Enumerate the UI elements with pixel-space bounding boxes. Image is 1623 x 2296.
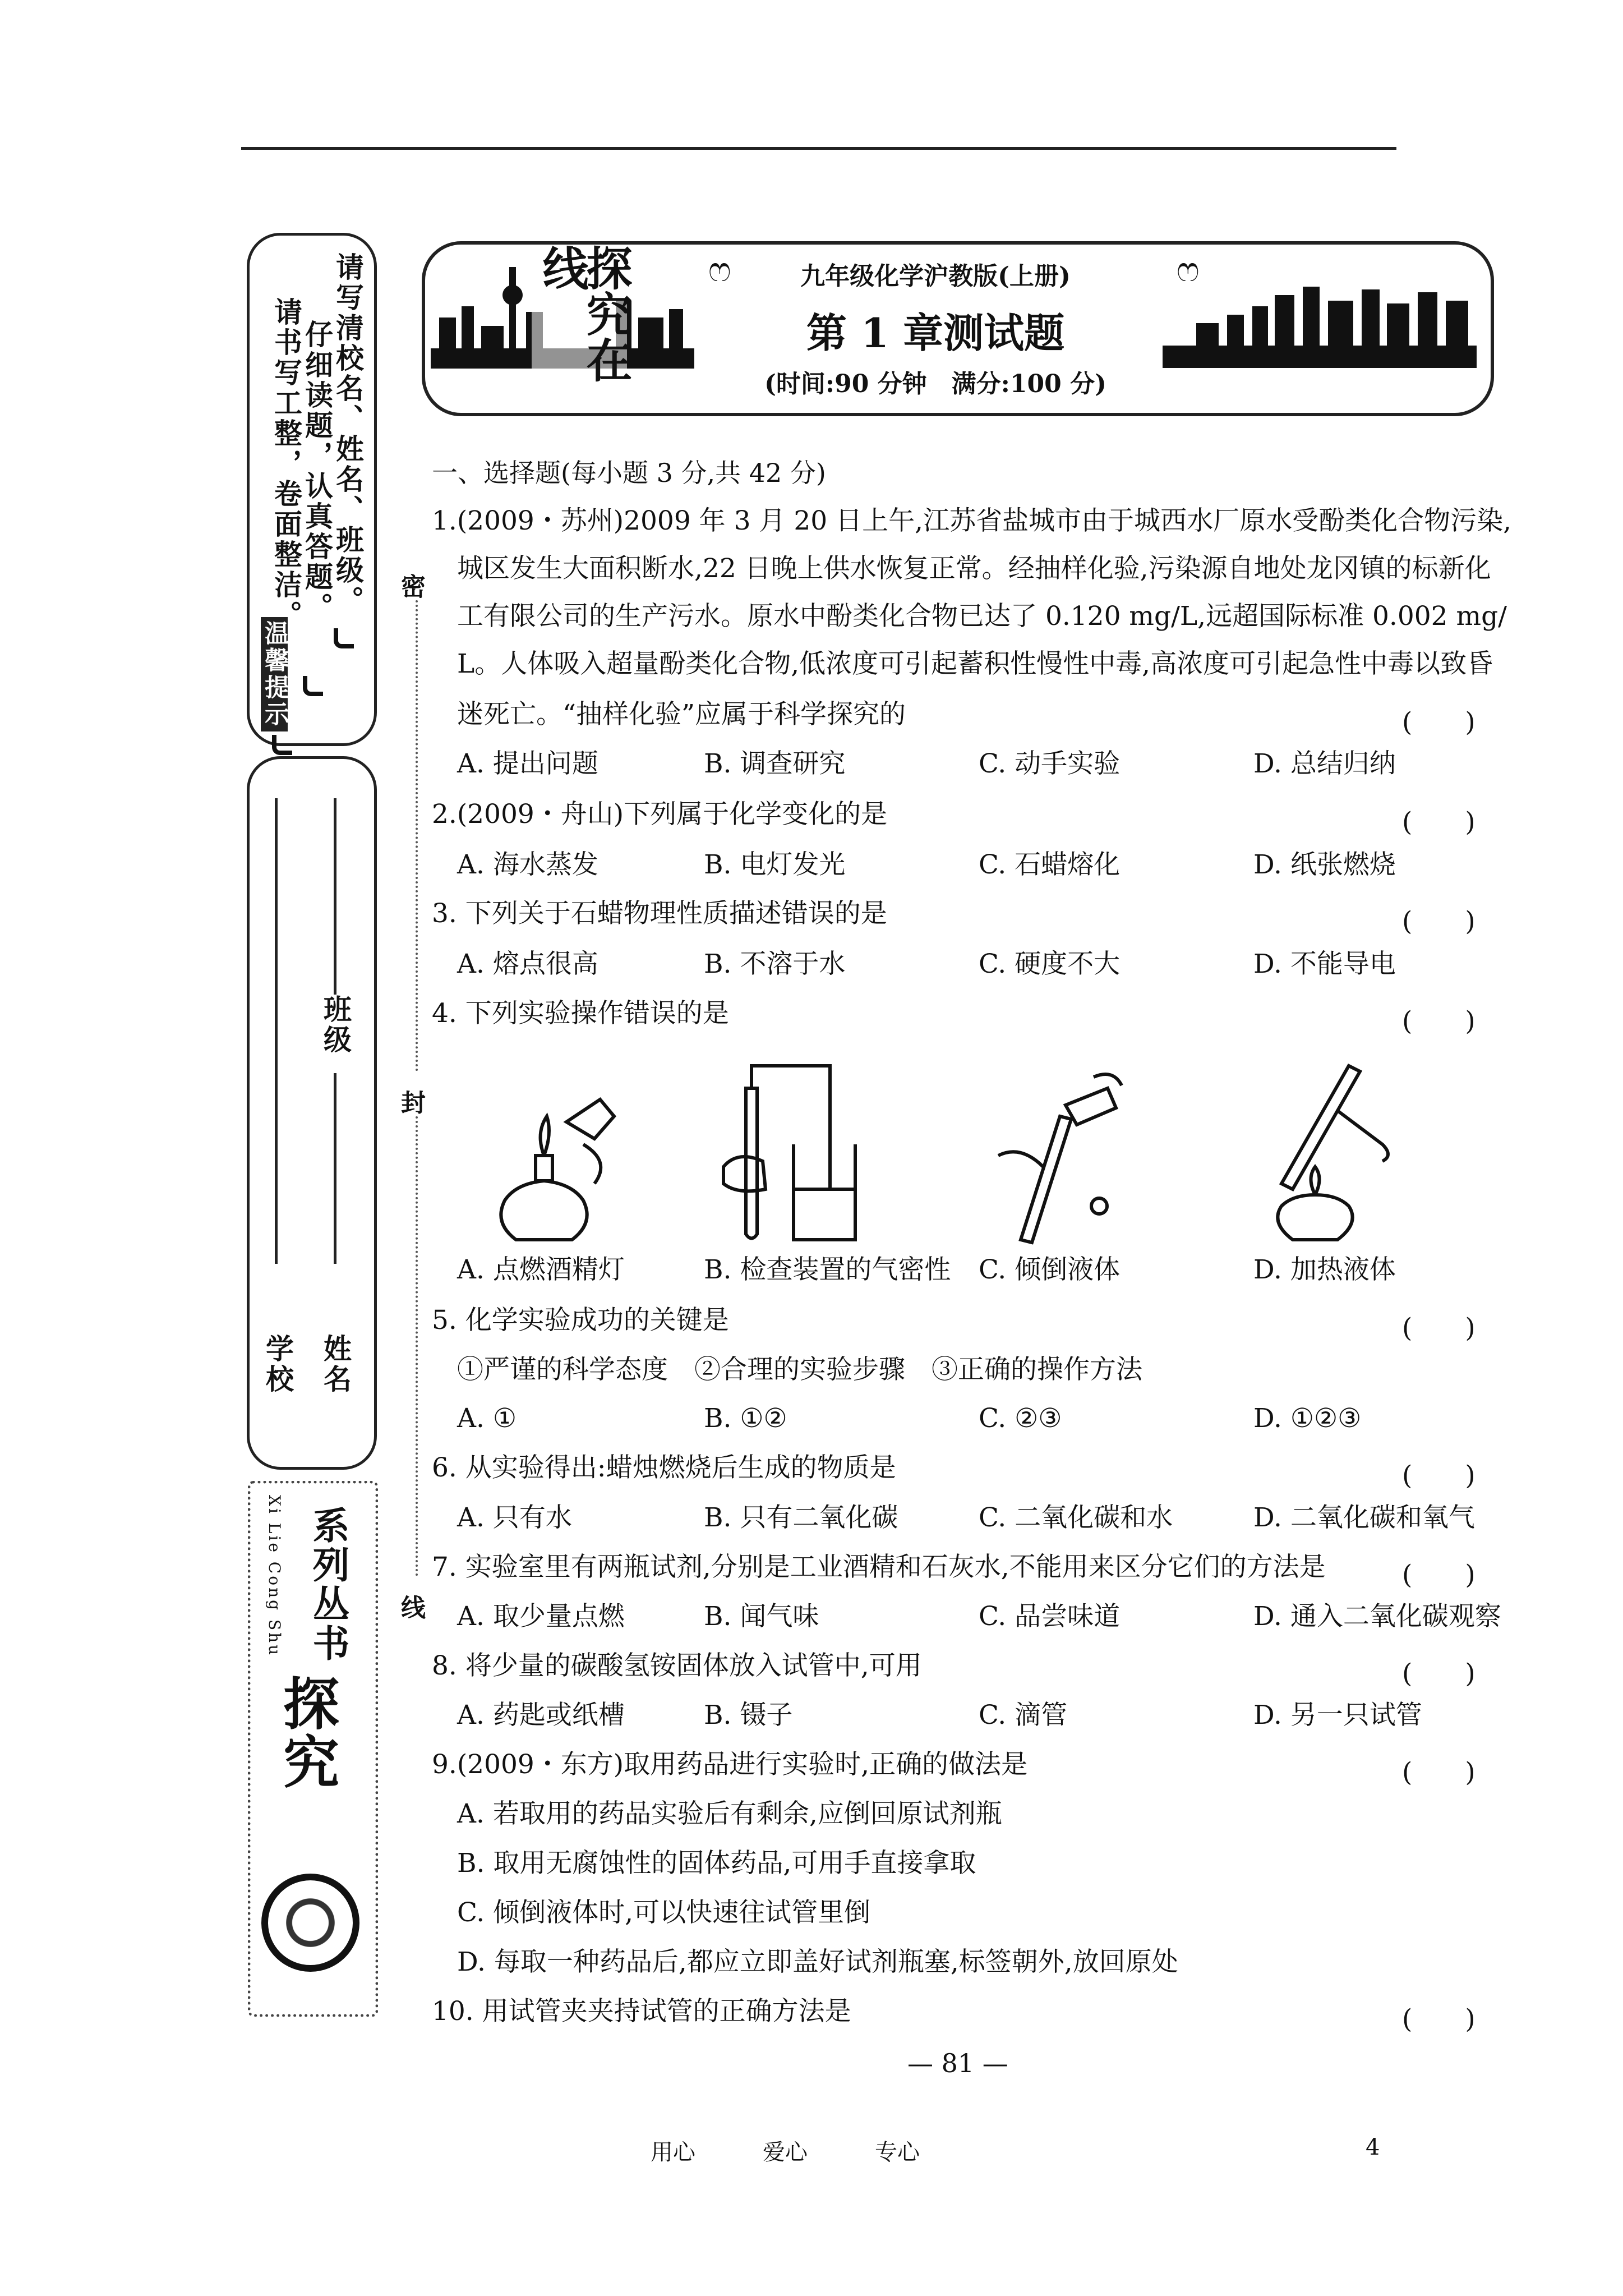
q4-stem: 4. 下列实验操作错误的是 xyxy=(432,998,729,1029)
series-pinyin: Xi Lie Cong Shu xyxy=(265,1495,284,1658)
q3-option-a[interactable]: A. 熔点很高 xyxy=(457,949,598,979)
q6-option-a[interactable]: A. 只有水 xyxy=(457,1502,572,1533)
heat-liquid-icon xyxy=(1253,1055,1399,1245)
brace-icon xyxy=(334,628,354,648)
q5-option-d[interactable]: D. ①②③ xyxy=(1253,1403,1362,1434)
ornament-left-icon: ෆ xyxy=(708,250,731,289)
footer-word-3: 专心 xyxy=(875,2139,920,2165)
footer-word-1: 用心 xyxy=(651,2139,695,2165)
binding-line xyxy=(416,1116,418,1576)
q2-option-b[interactable]: B. 电灯发光 xyxy=(704,849,846,880)
q5-option-c[interactable]: C. ②③ xyxy=(979,1403,1062,1434)
tip-3: 请书写工整，卷面整洁。 xyxy=(270,297,303,631)
q7-option-c[interactable]: C. 品尝味道 xyxy=(979,1601,1121,1632)
q9-option-b[interactable]: B. 取用无腐蚀性的固体药品,可用手直接拿取 xyxy=(457,1848,976,1879)
q3-answer[interactable]: ( ) xyxy=(1402,906,1476,937)
binding-mark-fold: 封 xyxy=(401,1089,426,1117)
pour-liquid-icon xyxy=(987,1055,1133,1245)
series-logo-icon xyxy=(261,1874,359,1972)
q3-stem: 3. 下列关于石蜡物理性质描述错误的是 xyxy=(432,898,887,929)
top-rule xyxy=(241,147,1396,150)
tip-1: 请写清校名、姓名、班级。 xyxy=(331,252,365,616)
q3-option-c[interactable]: C. 硬度不大 xyxy=(979,949,1121,979)
q8-option-d[interactable]: D. 另一只试管 xyxy=(1253,1700,1422,1731)
series-sub: 系列丛书 xyxy=(306,1506,350,1663)
header-banner xyxy=(422,241,1494,416)
q9-stem: 9.(2009・东方)取用药品进行实验时,正确的做法是 xyxy=(432,1749,1028,1780)
tips-box xyxy=(247,233,377,746)
q1-option-a[interactable]: A. 提出问题 xyxy=(457,748,598,779)
q3-option-b[interactable]: B. 不溶于水 xyxy=(704,949,846,979)
binding-line xyxy=(416,600,418,1071)
footer-word-2: 爱心 xyxy=(763,2139,808,2165)
q7-option-a[interactable]: A. 取少量点燃 xyxy=(457,1601,625,1632)
q9-option-a[interactable]: A. 若取用的药品实验后有剩余,应倒回原试剂瓶 xyxy=(457,1798,1002,1829)
q4-option-c[interactable]: C. 倾倒液体 xyxy=(979,1254,1121,1285)
q2-option-a[interactable]: A. 海水蒸发 xyxy=(457,849,598,880)
q3-option-d[interactable]: D. 不能导电 xyxy=(1253,949,1396,979)
q5-statements: ①严谨的科学态度 ②合理的实验步骤 ③正确的操作方法 xyxy=(457,1354,1142,1385)
q9-option-c[interactable]: C. 倾倒液体时,可以快速往试管里倒 xyxy=(457,1897,871,1928)
q5-stem: 5. 化学实验成功的关键是 xyxy=(432,1305,729,1336)
logo-text: 探究在线 xyxy=(532,245,627,413)
q6-option-c[interactable]: C. 二氧化碳和水 xyxy=(979,1502,1173,1533)
section-heading: 一、选择题(每小题 3 分,共 42 分) xyxy=(432,458,826,488)
q4-option-a[interactable]: A. 点燃酒精灯 xyxy=(457,1254,625,1285)
q4-answer[interactable]: ( ) xyxy=(1402,1006,1476,1037)
q1-option-b[interactable]: B. 调查研究 xyxy=(704,748,846,779)
class-line[interactable] xyxy=(334,798,336,995)
q10-stem: 10. 用试管夹夹持试管的正确方法是 xyxy=(432,1996,851,2027)
school-label: 学校 xyxy=(261,1334,294,1395)
page-title: 第 1 章测试题 xyxy=(806,309,1065,357)
series-main: 探究 xyxy=(274,1674,340,1791)
q9-answer[interactable]: ( ) xyxy=(1402,1757,1476,1788)
q4-option-d[interactable]: D. 加热液体 xyxy=(1253,1254,1396,1285)
q6-stem: 6. 从实验得出:蜡烛燃烧后生成的物质是 xyxy=(432,1452,896,1483)
q8-answer[interactable]: ( ) xyxy=(1402,1658,1476,1689)
page-number: — 81 — xyxy=(907,2048,1008,2078)
binding-mark-seal: 密 xyxy=(401,573,426,601)
q7-option-d[interactable]: D. 通入二氧化碳观察 xyxy=(1253,1601,1501,1632)
q2-answer[interactable]: ( ) xyxy=(1402,807,1476,838)
q1-line-4: L。人体吸入超量酚类化合物,低浓度可引起蓄积性慢性中毒,高浓度可引起急性中毒以致昏 xyxy=(457,648,1493,679)
q5-answer[interactable]: ( ) xyxy=(1402,1313,1476,1343)
sheet-number: 4 xyxy=(1366,2134,1380,2160)
q5-option-b[interactable]: B. ①② xyxy=(704,1403,787,1434)
q6-answer[interactable]: ( ) xyxy=(1402,1460,1476,1491)
q1-line-2: 城区发生大面积断水,22 日晚上供水恢复正常。经抽样化验,污染源自地处龙冈镇的标新化 xyxy=(457,553,1491,584)
brace-icon xyxy=(272,735,292,755)
q4-option-b[interactable]: B. 检查装置的气密性 xyxy=(704,1254,951,1285)
q1-answer[interactable]: ( ) xyxy=(1402,707,1476,738)
tip-2: 仔细读题，认真答题。 xyxy=(301,320,334,623)
tips-mark: 温馨提示 xyxy=(261,617,288,731)
student-info-box xyxy=(247,756,377,1470)
q1-option-c[interactable]: C. 动手实验 xyxy=(979,748,1121,779)
binding-mark-line: 线 xyxy=(401,1594,426,1622)
q10-answer[interactable]: ( ) xyxy=(1402,2004,1476,2035)
class-line-2[interactable] xyxy=(334,1073,336,1264)
brace-icon xyxy=(303,676,323,696)
q7-option-b[interactable]: B. 闻气味 xyxy=(704,1601,819,1632)
q1-line-1: 1.(2009・苏州)2009 年 3 月 20 日上午,江苏省盐城市由于城西水厂原水受酚类化合物污染, xyxy=(432,505,1512,536)
q7-answer[interactable]: ( ) xyxy=(1402,1559,1476,1590)
class-label: 班级 xyxy=(319,995,352,1055)
q9-option-d[interactable]: D. 每取一种药品后,都应立即盖好试剂瓶塞,标签朝外,放回原处 xyxy=(457,1947,1178,1977)
name-label: 姓名 xyxy=(319,1334,352,1395)
q8-option-c[interactable]: C. 滴管 xyxy=(979,1700,1068,1731)
q2-option-c[interactable]: C. 石蜡熔化 xyxy=(979,849,1121,880)
q2-option-d[interactable]: D. 纸张燃烧 xyxy=(1253,849,1396,880)
ornament-right-icon: ෆ xyxy=(1177,250,1200,289)
book-title: 九年级化学沪教版(上册) xyxy=(800,262,1071,291)
q1-option-d[interactable]: D. 总结归纳 xyxy=(1253,748,1396,779)
q1-line-5: 迷死亡。“抽样化验”应属于科学探究的 xyxy=(457,699,906,730)
q8-stem: 8. 将少量的碳酸氢铵固体放入试管中,可用 xyxy=(432,1650,922,1681)
alcohol-lamp-icon xyxy=(482,1055,628,1245)
q2-stem: 2.(2009・舟山)下列属于化学变化的是 xyxy=(432,799,888,830)
q1-line-3: 工有限公司的生产污水。原水中酚类化合物已达了 0.120 mg/L,远超国际标准 0.002 mg/ xyxy=(457,601,1507,632)
q8-option-a[interactable]: A. 药匙或纸槽 xyxy=(457,1700,625,1731)
school-line[interactable] xyxy=(275,798,278,1264)
q6-option-b[interactable]: B. 只有二氧化碳 xyxy=(704,1502,898,1533)
airtightness-check-icon xyxy=(715,1055,861,1245)
q8-option-b[interactable]: B. 镊子 xyxy=(704,1700,793,1731)
exam-info: (时间:90 分钟 满分:100 分) xyxy=(764,370,1106,398)
q5-option-a[interactable]: A. ① xyxy=(457,1403,517,1434)
q7-stem: 7. 实验室里有两瓶试剂,分别是工业酒精和石灰水,不能用来区分它们的方法是 xyxy=(432,1552,1326,1582)
q6-option-d[interactable]: D. 二氧化碳和氧气 xyxy=(1253,1502,1475,1533)
